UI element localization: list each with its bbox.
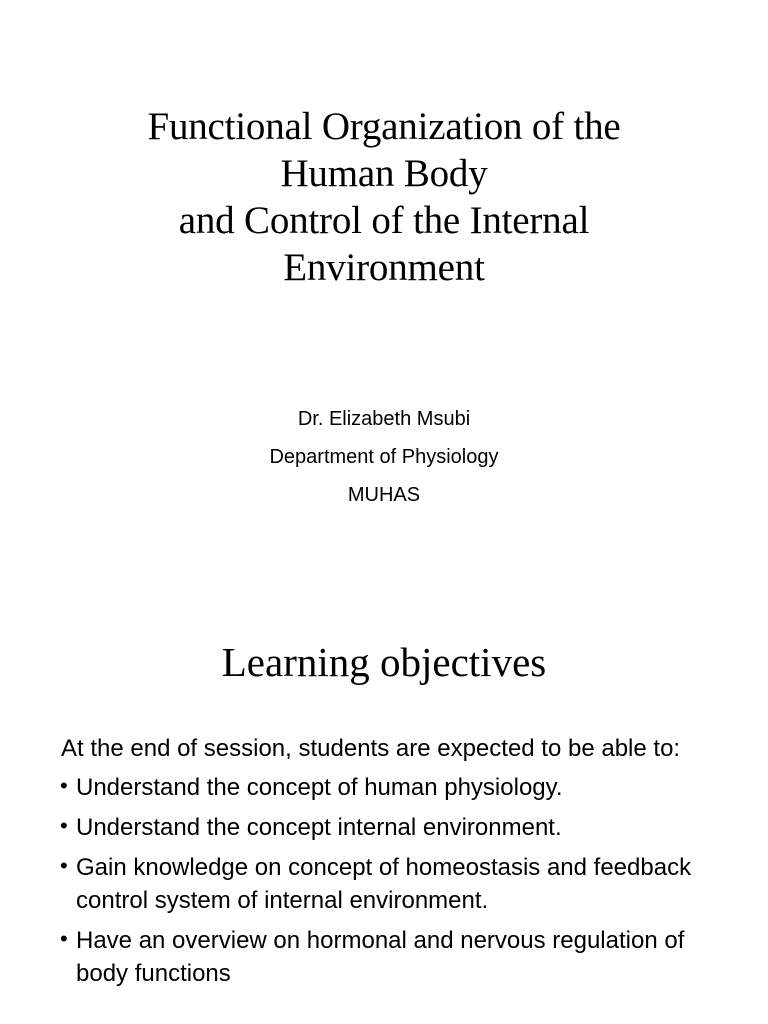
bullet-text: Understand the concept of human physiology. [76,774,563,801]
bullet-text: Understand the concept internal environment. [76,814,562,841]
bullet-item [61,851,721,917]
department-name: Department of Physiology [269,446,499,468]
title-line: Environment [283,246,485,289]
bullet-icon: • [60,926,68,951]
title-line: Human Body [280,152,488,195]
institution-name: MUHAS [347,484,421,506]
bullet-text: Have an overview on hormonal and nervous regulation of body functions [76,927,685,987]
bullet-icon: • [60,853,68,878]
title-line: and Control of the Internal [178,199,590,242]
objectives-body [61,732,721,997]
author-info [0,404,768,518]
slide-title [0,103,768,291]
title-line: Functional Organization of the [147,105,621,148]
objectives-slide [0,600,768,1024]
bullet-icon: • [60,813,68,838]
bullet-item [61,811,721,844]
objectives-intro: At the end of session, students are expected to be able to: [61,735,681,762]
author-name: Dr. Elizabeth Msubi [297,408,471,430]
objectives-title: Learning objectives [221,639,547,685]
bullet-text: Gain knowledge on concept of homeostasis and feedback control system of internal environment. [76,854,692,914]
bullet-item [61,924,721,990]
bullet-item [61,771,721,804]
bullet-icon: • [60,773,68,798]
